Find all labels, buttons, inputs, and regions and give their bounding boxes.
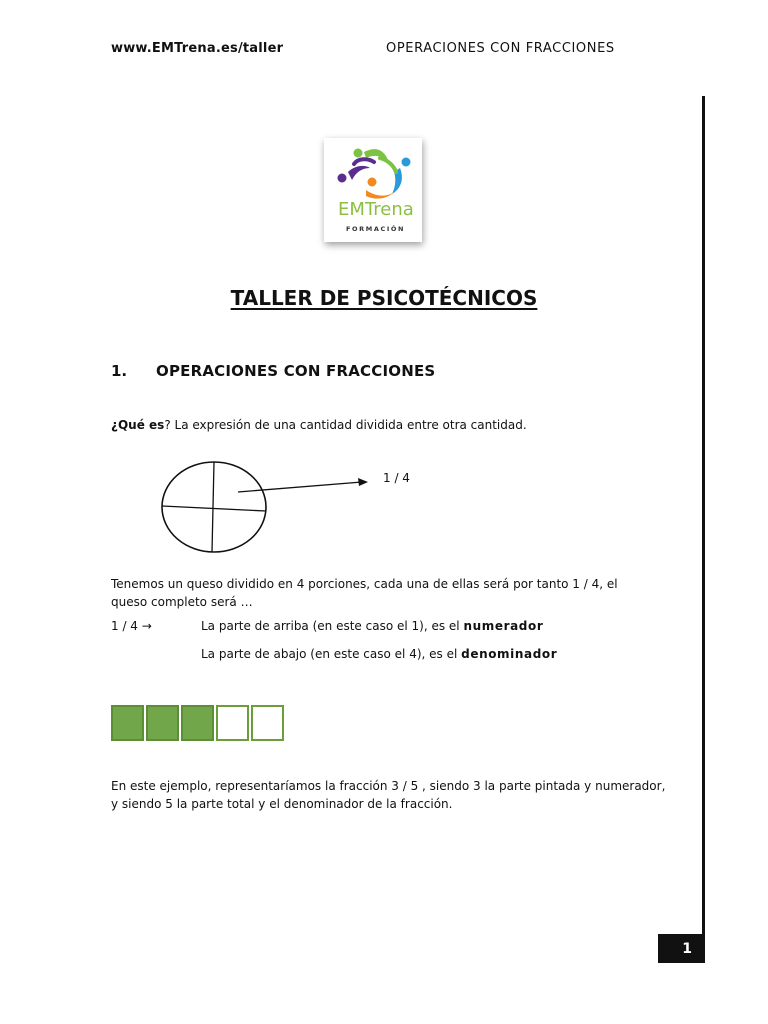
- bar-cell-empty: [216, 705, 249, 741]
- diagram-label: 1 / 4: [383, 471, 410, 485]
- bar-cell-filled: [181, 705, 214, 741]
- section-number: 1.: [111, 362, 128, 380]
- margin-rule: [702, 96, 705, 936]
- explanation-paragraph: Tenemos un queso dividido en 4 porciones, cada una de ellas será por tanto 1 / 4, el queso completo será …: [111, 577, 618, 609]
- numerator-term: numerador: [463, 619, 544, 633]
- section-title: OPERACIONES CON FRACCIONES: [156, 362, 436, 380]
- denominator-text: La parte de abajo (en este caso el 4), es el: [201, 647, 462, 661]
- cheese-diagram: [150, 455, 450, 569]
- page-title: TALLER DE PSICOTÉCNICOS: [230, 286, 538, 310]
- denominator-line: [201, 647, 557, 661]
- logo-brand: EMTrena: [338, 199, 414, 220]
- bar-cell-empty: [251, 705, 284, 741]
- denominator-term: denominador: [461, 647, 558, 661]
- fraction-label: 1 / 4 →: [111, 619, 152, 633]
- emtrena-logo: [324, 138, 422, 242]
- header-title: OPERACIONES CON FRACCIONES: [386, 41, 615, 56]
- question-lead: ¿Qué es: [111, 418, 165, 432]
- bar-cell-filled: [111, 705, 144, 741]
- question-text: La expresión de una cantidad dividida entre otra cantidad.: [170, 418, 527, 432]
- question-mark: ?: [164, 418, 171, 432]
- bar-cell-filled: [146, 705, 179, 741]
- logo-subtitle: FORMACIÓN: [346, 225, 406, 233]
- fraction-bar: [111, 705, 286, 741]
- example-paragraph: En este ejemplo, representaríamos la fracción 3 / 5 , siendo 3 la parte pintada y numerador, y siendo 5 la parte total y el denominador de la fracción.: [111, 779, 666, 811]
- question-line: [111, 416, 691, 434]
- page-number: 1: [658, 934, 705, 963]
- numerator-text: La parte de arriba (en este caso el 1), es el: [201, 619, 464, 633]
- header-url: www.EMTrena.es/taller: [111, 41, 284, 56]
- numerator-line: [201, 619, 543, 633]
